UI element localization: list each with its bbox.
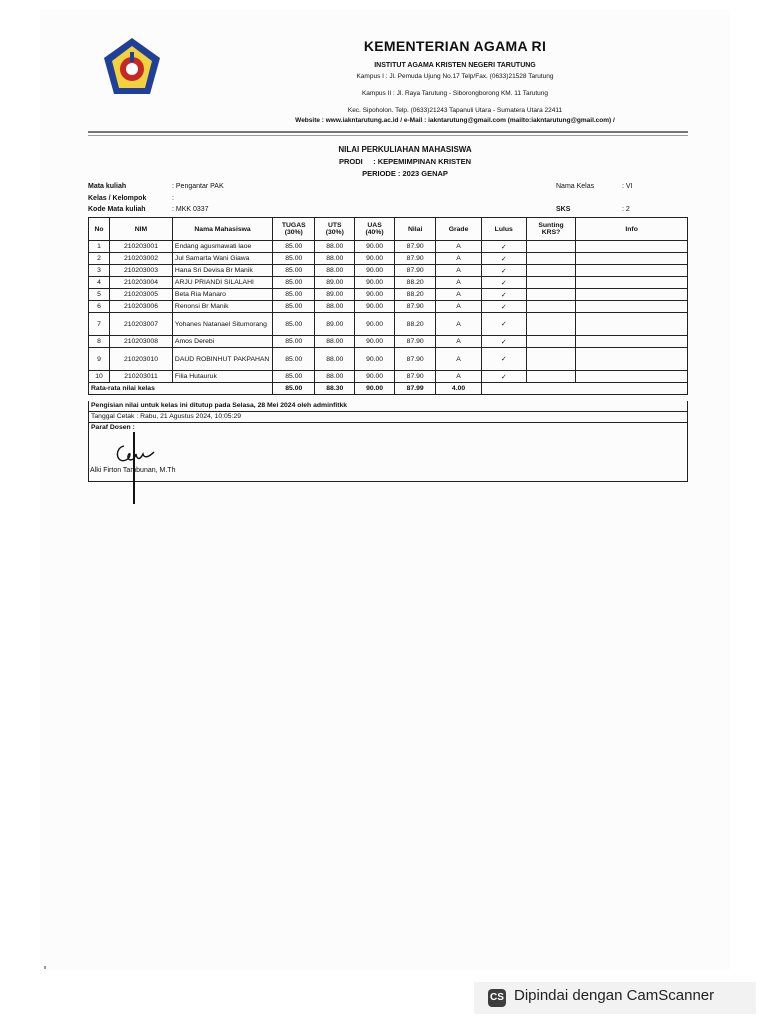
cell-nim: 210203006 [110,301,173,313]
cell-tugas: 85.00 [273,265,315,277]
header-rule-thin [88,135,688,136]
header-uts [315,218,355,241]
nama-kelas-value: : VI [622,183,633,190]
deadline-note: Pengisian nilai untuk kelas ini ditutup pada Selasa, 28 Mei 2024 oleh adminfitkk [88,401,688,412]
cell-lulus: ✓ [481,253,526,265]
cell-grade: A [436,348,481,371]
cell-lulus: ✓ [481,277,526,289]
cell-nama: Yohanes Natanael Situmorang [172,313,272,336]
header-grade: Grade [436,218,481,241]
cell-tugas: 85.00 [273,313,315,336]
header-uts-pct: (30%) [325,229,344,236]
cell-sunting [526,313,575,336]
sks-label: SKS [556,206,571,213]
cell-lulus: ✓ [481,241,526,253]
cell-info [576,313,688,336]
camscanner-text: Dipindai dengan CamScanner [514,987,715,1004]
cell-no: 5 [89,289,110,301]
cell-nilai: 87.90 [394,241,435,253]
cell-nama: Filia Hutauruk [172,371,272,383]
header-sunting-krs: KRS? [541,229,561,236]
cell-tugas: 85.00 [273,289,315,301]
average-empty [481,383,687,395]
periode-line: PERIODE : 2023 GENAP [362,169,448,178]
cell-nilai: 87.90 [394,336,435,348]
header-uts-label: UTS [327,222,342,229]
header-no: No [89,218,110,241]
header-uas [355,218,395,241]
campus-1-address: Kampus I : Jl. Pemuda Ujung No.17 Telp/Fax. (0633)21528 Tarutung [356,73,554,80]
cell-no: 10 [89,371,110,383]
cell-uas: 90.00 [355,253,395,265]
cell-sunting [526,301,575,313]
cell-uts: 88.00 [315,371,355,383]
header-sunting [526,218,575,241]
paraf-label: Paraf Dosen : [91,424,135,431]
cell-nilai: 87.90 [394,265,435,277]
cell-info [576,336,688,348]
cell-sunting [526,277,575,289]
cell-uts: 88.00 [315,348,355,371]
header-lulus: Lulus [481,218,526,241]
cell-no: 1 [89,241,110,253]
cell-info [576,265,688,277]
cell-uts: 88.00 [315,301,355,313]
cell-tugas: 85.00 [273,253,315,265]
cell-lulus: ✓ [481,265,526,277]
cell-nama: ARJU PRIANDI SILALAHI [172,277,272,289]
cell-lulus: ✓ [481,301,526,313]
cell-uas: 90.00 [355,289,395,301]
cell-info [576,301,688,313]
cell-uts: 89.00 [315,289,355,301]
cell-info [576,277,688,289]
table-row [89,336,688,348]
kelas-value: : [172,195,174,202]
cell-uas: 90.00 [355,277,395,289]
ministry-title: KEMENTERIAN AGAMA RI [363,38,547,54]
cell-no: 6 [89,301,110,313]
table-row [89,348,688,371]
website-email: Website : www.iakntarutung.ac.id / e-Mail : iakntarutung@gmail.com (mailto:iakntarutung@gmail.com) / [295,117,615,124]
cell-lulus: ✓ [481,348,526,371]
cell-sunting [526,265,575,277]
cell-nama: Beta Ria Manaro [172,289,272,301]
cell-info [576,371,688,383]
cell-nim: 210203003 [110,265,173,277]
cell-nama: Amos Derebi [172,336,272,348]
cell-info [576,241,688,253]
cell-grade: A [436,253,481,265]
table-row [89,313,688,336]
cell-nim: 210203005 [110,289,173,301]
header-info: Info [576,218,688,241]
campus-2-address: Kampus II : Jl. Raya Tarutung - Siborongborong KM. 11 Tarutung [361,90,549,97]
cell-uts: 88.00 [315,253,355,265]
header-tugas [273,218,315,241]
cell-nim: 210203004 [110,277,173,289]
paraf-box [88,423,688,482]
kode-value: : MKK 0337 [172,206,209,213]
cell-nama: DAUD ROBINHUT PAKPAHAN [172,348,272,371]
cell-nim: 210203002 [110,253,173,265]
camscanner-icon: CS [488,989,506,1007]
cell-nilai: 87.90 [394,371,435,383]
header-tugas-pct: (30%) [284,229,303,236]
mata-kuliah-value: : Pengantar PAK [172,183,224,190]
header-uas-label: UAS [367,222,382,229]
cell-nilai: 87.90 [394,348,435,371]
cell-grade: A [436,301,481,313]
cell-nama: Hana Sri Devisa Br Manik [172,265,272,277]
cell-tugas: 85.00 [273,371,315,383]
average-label: Rata-rata nilai kelas [89,383,273,395]
cell-lulus: ✓ [481,336,526,348]
cell-uts: 89.00 [315,277,355,289]
cell-nilai: 88.20 [394,313,435,336]
cell-nim: 210203011 [110,371,173,383]
table-row [89,301,688,313]
cell-no: 7 [89,313,110,336]
header-uas-pct: (40%) [365,229,384,236]
table-row [89,289,688,301]
cell-grade: A [436,277,481,289]
cell-no: 9 [89,348,110,371]
cell-nim: 210203007 [110,313,173,336]
cell-uas: 90.00 [355,241,395,253]
cell-tugas: 85.00 [273,336,315,348]
table-row [89,241,688,253]
cell-tugas: 85.00 [273,301,315,313]
cell-nim: 210203001 [110,241,173,253]
institute-name: INSTITUT AGAMA KRISTEN NEGERI TARUTUNG [374,62,536,69]
average-grade: 4.00 [436,383,481,395]
cell-sunting [526,241,575,253]
cell-nama: Jul Samarta Wani Giawa [172,253,272,265]
average-tugas: 85.00 [273,383,315,395]
prodi-line: PRODI : KEPEMIMPINAN KRISTEN [338,157,472,166]
cell-uas: 90.00 [355,313,395,336]
cell-uts: 88.00 [315,241,355,253]
cell-uas: 90.00 [355,371,395,383]
grade-rows [89,241,688,383]
kode-label: Kode Mata kuliah [88,206,146,213]
cell-nama: Endang agusmawati laoe [172,241,272,253]
cell-sunting [526,348,575,371]
scan-speck [44,966,46,969]
cell-sunting [526,253,575,265]
table-header-row [89,218,688,241]
header-nilai: Nilai [394,218,435,241]
header-sunting-label: Sunting [538,222,564,229]
cell-grade: A [436,289,481,301]
cell-grade: A [436,313,481,336]
print-date: Tanggal Cetak : Rabu, 21 Agustus 2024, 10:05:29 [88,412,688,423]
cell-no: 2 [89,253,110,265]
cell-grade: A [436,371,481,383]
average-uts: 88.30 [315,383,355,395]
cell-grade: A [436,265,481,277]
signature-icon [110,442,160,468]
average-uas: 90.00 [355,383,395,395]
cell-uas: 90.00 [355,301,395,313]
cell-nilai: 88.20 [394,277,435,289]
header-rule [88,131,688,133]
cell-grade: A [436,241,481,253]
cell-sunting [526,289,575,301]
institution-logo [100,36,164,100]
signer-name: Alki Firton Tambunan, M.Th [90,467,176,474]
grades-table [88,217,688,395]
cell-nilai: 87.90 [394,253,435,265]
table-row [89,265,688,277]
cell-nilai: 88.20 [394,289,435,301]
average-row [89,383,688,395]
cell-lulus: ✓ [481,371,526,383]
cell-lulus: ✓ [481,313,526,336]
header-tugas-label: TUGAS [281,222,306,229]
cell-nilai: 87.90 [394,301,435,313]
table-row [89,253,688,265]
document-page [40,10,730,970]
cell-uas: 90.00 [355,336,395,348]
cell-no: 3 [89,265,110,277]
nama-kelas-label: Nama Kelas [556,183,595,190]
header-nama: Nama Mahasiswa [172,218,272,241]
cell-tugas: 85.00 [273,277,315,289]
cell-tugas: 85.00 [273,241,315,253]
table-row [89,371,688,383]
cell-uts: 88.00 [315,265,355,277]
cell-no: 8 [89,336,110,348]
cell-uts: 88.00 [315,336,355,348]
cell-lulus: ✓ [481,289,526,301]
cell-uas: 90.00 [355,265,395,277]
cell-info [576,253,688,265]
cell-uts: 89.00 [315,313,355,336]
sks-value: : 2 [622,206,630,213]
cell-uas: 90.00 [355,348,395,371]
cell-nim: 210203008 [110,336,173,348]
document-title: NILAI PERKULIAHAN MAHASISWA [338,145,472,154]
header-nim: NIM [110,218,173,241]
cell-nama: Renonsi Br Manik [172,301,272,313]
cell-info [576,289,688,301]
mata-kuliah-label: Mata kuliah [88,183,127,190]
cell-nim: 210203010 [110,348,173,371]
kecamatan-address: Kec. Sipoholon. Telp. (0633)21243 Tapanuli Utara - Sumatera Utara 22411 [347,107,563,114]
cell-no: 4 [89,277,110,289]
cell-sunting [526,371,575,383]
cell-tugas: 85.00 [273,348,315,371]
table-row [89,277,688,289]
cell-sunting [526,336,575,348]
average-nilai: 87.99 [394,383,435,395]
cell-grade: A [436,336,481,348]
kelas-label: Kelas / Kelompok [88,195,147,202]
cell-info [576,348,688,371]
